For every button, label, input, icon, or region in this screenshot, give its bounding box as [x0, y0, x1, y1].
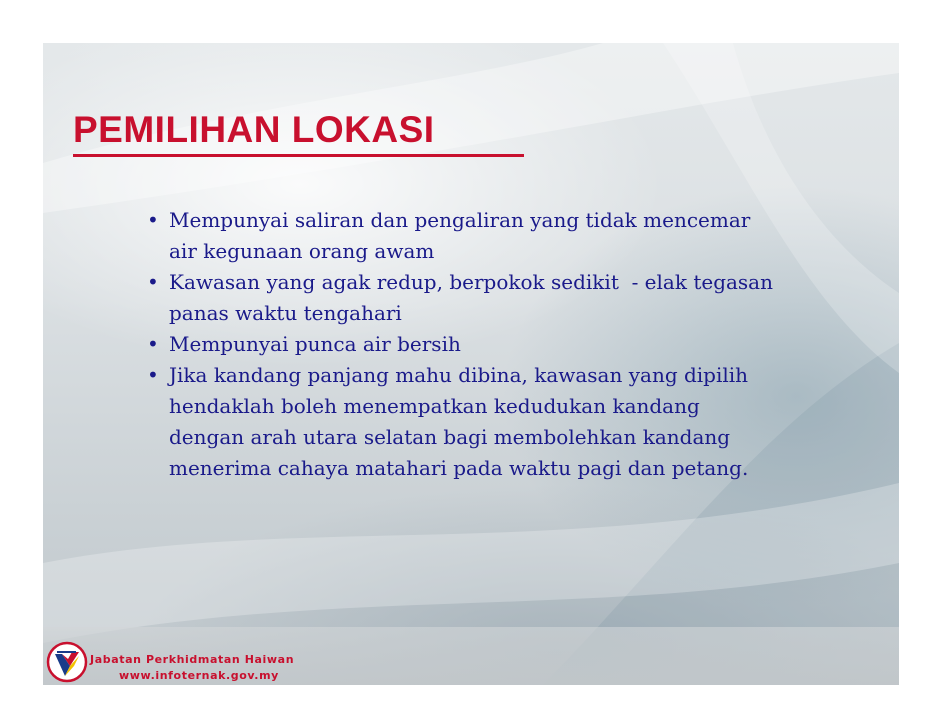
bullet-text: Kawasan yang agak redup, berpokok sedikit - elak tegasan panas waktu tengahari: [169, 270, 773, 325]
bullet-item: [147, 267, 867, 329]
bullet-dot: •: [147, 270, 159, 294]
dvs-logo-icon: [46, 640, 88, 684]
bullet-text: Jika kandang panjang mahu dibina, kawasan yang dipilih hendaklah boleh menempatkan kedudukan kandang dengan arah utara selatan bagi membolehkan kandang menerima cahaya matahari pada waktu pagi dan petang.: [169, 363, 749, 480]
bullet-dot: •: [147, 363, 159, 387]
bullet-item: [147, 205, 867, 267]
bullet-text: Mempunyai saliran dan pengaliran yang tidak mencemar air kegunaan orang awam: [169, 208, 751, 263]
title-underline: [73, 154, 524, 157]
bullet-dot: •: [147, 332, 159, 356]
bullet-item: [147, 329, 867, 360]
bullet-dot: •: [147, 208, 159, 232]
department-url[interactable]: www.infoternak.gov.my: [119, 669, 279, 682]
slide: [43, 43, 899, 685]
slide-title: PEMILIHAN LOKASI: [73, 109, 435, 150]
bullet-text: Mempunyai punca air bersih: [169, 332, 461, 356]
bullet-list: [147, 205, 867, 484]
department-name: Jabatan Perkhidmatan Haiwan: [90, 653, 295, 666]
bullet-item: [147, 360, 867, 484]
